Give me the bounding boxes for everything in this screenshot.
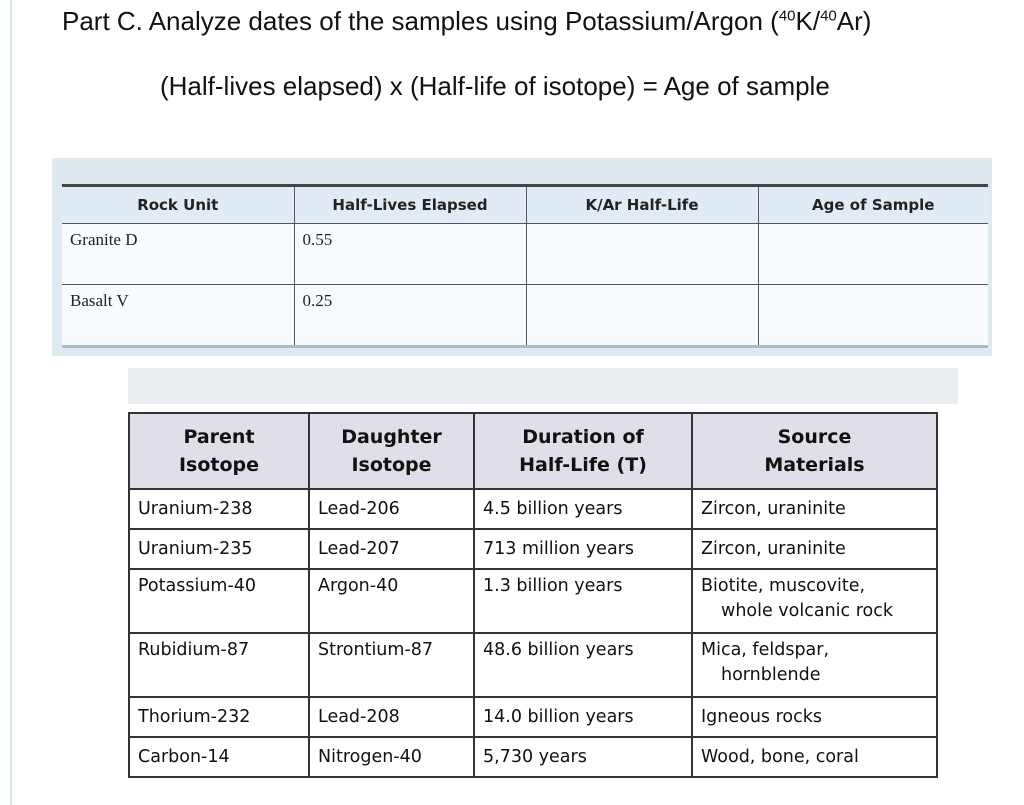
header-parent-isotope: Parent Isotope: [129, 413, 309, 489]
header-source-materials: Source Materials: [692, 413, 937, 489]
table-row: [129, 529, 937, 569]
table-row: [129, 489, 937, 529]
isotope-header-row: [129, 413, 937, 489]
half-life-cell: 713 million years: [474, 529, 692, 569]
age-of-sample-cell[interactable]: [758, 224, 988, 285]
source-materials-cell: Zircon, uraninite: [692, 529, 937, 569]
half-life-cell: 1.3 billion years: [474, 569, 692, 633]
half-lives-elapsed-cell: 0.55: [294, 224, 526, 285]
rock-unit-cell: Basalt V: [62, 285, 294, 347]
age-of-sample-cell[interactable]: [758, 285, 988, 347]
daughter-isotope-cell: Lead-208: [309, 697, 474, 737]
table-row: [129, 737, 937, 777]
parent-isotope-cell: Uranium-238: [129, 489, 309, 529]
table-row: [62, 224, 988, 285]
part-c-title: Part C. Analyze dates of the samples using Potassium/Argon ($^{40}$K/$^{40}$Ar): [62, 6, 872, 36]
daughter-isotope-cell: Lead-207: [309, 529, 474, 569]
daughter-isotope-cell: Argon-40: [309, 569, 474, 633]
half-lives-elapsed-cell: 0.25: [294, 285, 526, 347]
age-formula: (Half-lives elapsed) x (Half-life of isotope) = Age of sample: [160, 71, 830, 101]
half-life-cell: 48.6 billion years: [474, 633, 692, 697]
parent-isotope-cell: Potassium-40: [129, 569, 309, 633]
parent-isotope-cell: Carbon-14: [129, 737, 309, 777]
half-life-cell: 5,730 years: [474, 737, 692, 777]
source-materials-cell: Zircon, uraninite: [692, 489, 937, 529]
worksheet-table: [62, 184, 988, 348]
k-ar-half-life-cell[interactable]: [526, 285, 758, 347]
header-age-of-sample: Age of Sample: [758, 186, 988, 224]
page-left-rule: [10, 0, 12, 805]
table-row: [129, 697, 937, 737]
table-row: [129, 633, 937, 697]
k-ar-half-life-cell[interactable]: [526, 224, 758, 285]
source-materials-cell: Igneous rocks: [692, 697, 937, 737]
parent-isotope-cell: Thorium-232: [129, 697, 309, 737]
isotope-reference-table: [128, 412, 938, 778]
worksheet-header-row: [62, 186, 988, 224]
rock-unit-cell: Granite D: [62, 224, 294, 285]
source-materials-cell: Wood, bone, coral: [692, 737, 937, 777]
header-k-ar-half-life: K/Ar Half-Life: [526, 186, 758, 224]
daughter-isotope-cell: Strontium-87: [309, 633, 474, 697]
parent-isotope-cell: Rubidium-87: [129, 633, 309, 697]
scan-background-strip: [128, 368, 958, 404]
header-daughter-isotope: Daughter Isotope: [309, 413, 474, 489]
source-materials-cell: Mica, feldspar, hornblende: [692, 633, 937, 697]
parent-isotope-cell: Uranium-235: [129, 529, 309, 569]
table-row: [62, 285, 988, 347]
header-half-lives-elapsed: Half-Lives Elapsed: [294, 186, 526, 224]
table-row: [129, 569, 937, 633]
half-life-cell: 14.0 billion years: [474, 697, 692, 737]
daughter-isotope-cell: Nitrogen-40: [309, 737, 474, 777]
half-life-cell: 4.5 billion years: [474, 489, 692, 529]
source-materials-cell: Biotite, muscovite, whole volcanic rock: [692, 569, 937, 633]
worksheet-panel: [52, 158, 992, 356]
header-half-life-duration: Duration of Half-Life (T): [474, 413, 692, 489]
header-rock-unit: Rock Unit: [62, 186, 294, 224]
daughter-isotope-cell: Lead-206: [309, 489, 474, 529]
